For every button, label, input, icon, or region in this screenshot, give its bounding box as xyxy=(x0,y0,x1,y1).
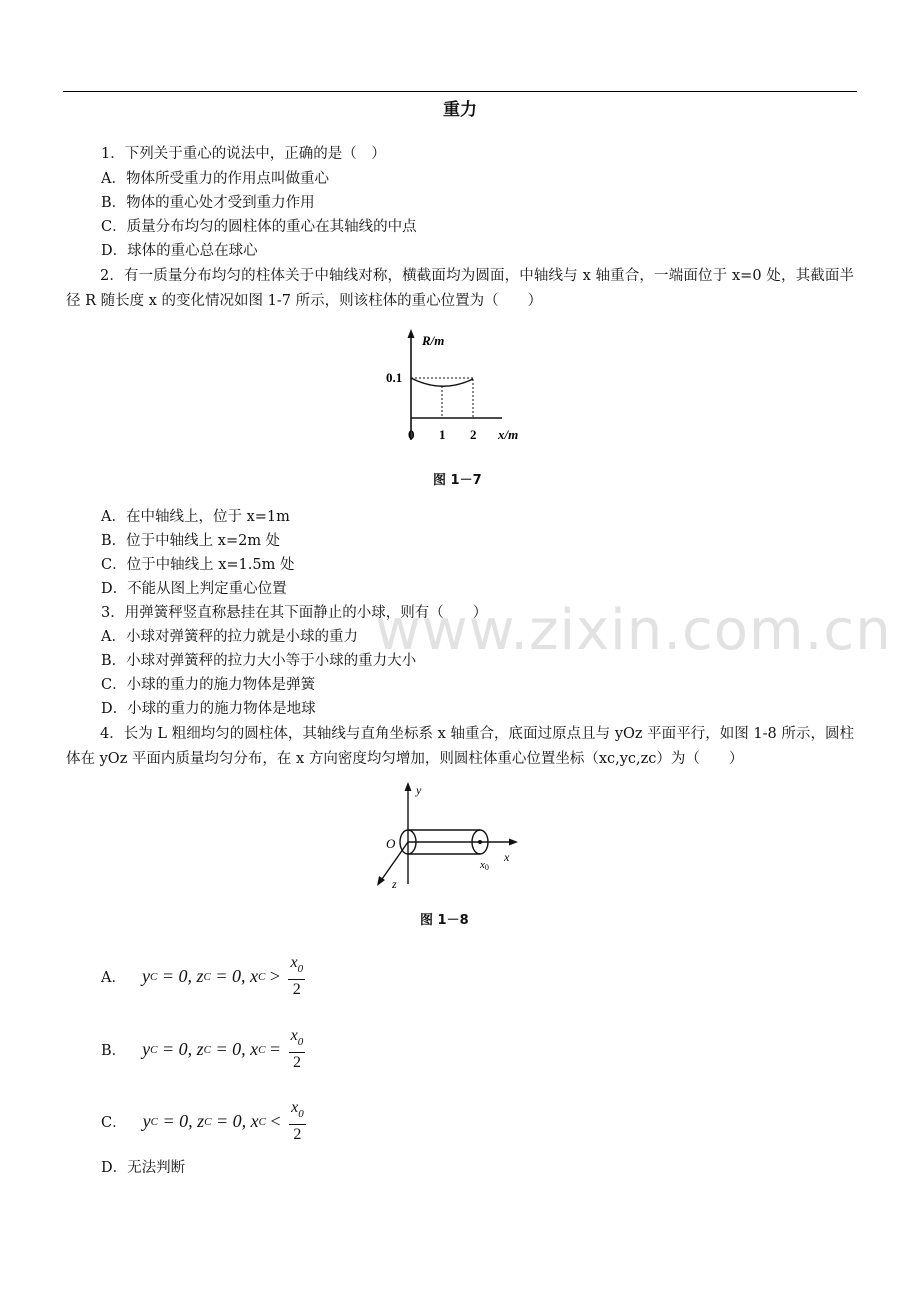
origin-label: O xyxy=(386,836,396,851)
y-label: y xyxy=(416,783,422,797)
q4-option-b-label: B． xyxy=(101,1043,127,1059)
q4-option-d: D．无法判断 xyxy=(101,1160,186,1176)
q4-stem: 4．长为 L 粗细均匀的圆柱体，其轴线与直角坐标系 x 轴重合，底面过原点且与 yOz 平面平行，如图 1-8 所示，圆柱体在 yOz 平面内质量均匀分布，在 x 方向密度均匀增加，则圆柱体重心位置坐标（xc,yc,zc）为（ ） xyxy=(66,726,854,767)
r-axis-arrow xyxy=(408,329,415,338)
x-tick-0: 0 xyxy=(408,427,415,442)
q4-option-b xyxy=(101,1026,305,1073)
y-axis-arrow xyxy=(405,782,412,791)
x-axis-arrow xyxy=(509,839,518,846)
figure-1-8 xyxy=(370,776,530,894)
fraction: $\frac{x_0}{2}$ xyxy=(290,1027,304,1071)
q2-option-a: A．在中轴线上，位于 x=1m xyxy=(101,509,290,525)
x-tick-1: 1 xyxy=(439,427,446,442)
z-label: z xyxy=(392,877,397,891)
figure-1-8-caption: 图 1－8 xyxy=(420,913,469,928)
q3-option-d: D．小球的重力的施力物体是地球 xyxy=(101,701,316,717)
q1-option-b: B．物体的重心处才受到重力作用 xyxy=(101,195,315,211)
x0-label: x0 xyxy=(480,859,489,872)
q2-option-b: B．位于中轴线上 x=2m 处 xyxy=(101,533,281,549)
fraction: $\frac{x_0}{2}$ xyxy=(290,954,304,998)
q3-stem: 3．用弹簧秤竖直称悬挂在其下面静止的小球，则有（ ） xyxy=(101,605,488,621)
fraction: $\frac{x_0}{2}$ xyxy=(291,1099,304,1143)
q2-stem: 2．有一质量分布均匀的柱体关于中轴线对称，横截面均为圆面，中轴线与 x 轴重合，一端面位于 x=0 处，其截面半径 R 随长度 x 的变化情况如图 1-7 所示，则该柱体的重心位置为（ ） xyxy=(66,268,854,309)
q3-option-b: B．小球对弹簧秤的拉力大小等于小球的重力大小 xyxy=(101,653,417,669)
q4-option-c-formula: y C = 0, z C = 0, x C < $\frac{x_0}{2}$ xyxy=(142,1099,304,1143)
x-label: x xyxy=(504,850,510,864)
watermark: www.zixin.com.cn xyxy=(375,598,892,663)
q4-option-a-formula: y C = 0, z C = 0, x C > $\frac{x_0}{2}$ xyxy=(141,954,304,998)
q4-option-c xyxy=(101,1098,306,1145)
q3-option-a: A．小球对弹簧秤的拉力就是小球的重力 xyxy=(101,629,358,645)
x-axis-label: x/m xyxy=(498,427,519,442)
q4-option-c-label: C． xyxy=(101,1115,127,1131)
x-tick-2: 2 xyxy=(470,427,477,442)
page-title: 重力 xyxy=(443,100,477,120)
header-rule xyxy=(63,91,857,92)
r-axis-label: R/m xyxy=(422,333,445,348)
q1-option-c: C．质量分布均匀的圆柱体的重心在其轴线的中点 xyxy=(101,219,417,235)
y-tick-0.1: 0.1 xyxy=(386,370,403,385)
q4-option-b-formula: y C = 0, z C = 0, x C = $\frac{x_0}{2}$ xyxy=(142,1027,304,1071)
q4-option-a xyxy=(101,953,305,1000)
q4-option-a-label: A． xyxy=(101,970,126,986)
q1-option-a: A．物体所受重力的作用点叫做重心 xyxy=(101,171,329,187)
q2-option-d: D．不能从图上判定重心位置 xyxy=(101,581,287,597)
figure-1-7-caption: 图 1－7 xyxy=(433,473,482,488)
q1-stem: 1．下列关于重心的说法中，正确的是（ ） xyxy=(101,146,386,162)
figure-1-7 xyxy=(380,328,540,450)
q1-option-d: D．球体的重心总在球心 xyxy=(101,243,258,259)
x0-point xyxy=(478,840,482,844)
radius-curve xyxy=(411,378,473,386)
q2-option-c: C．位于中轴线上 x=1.5m 处 xyxy=(101,557,295,573)
q3-option-c: C．小球的重力的施力物体是弹簧 xyxy=(101,677,316,693)
